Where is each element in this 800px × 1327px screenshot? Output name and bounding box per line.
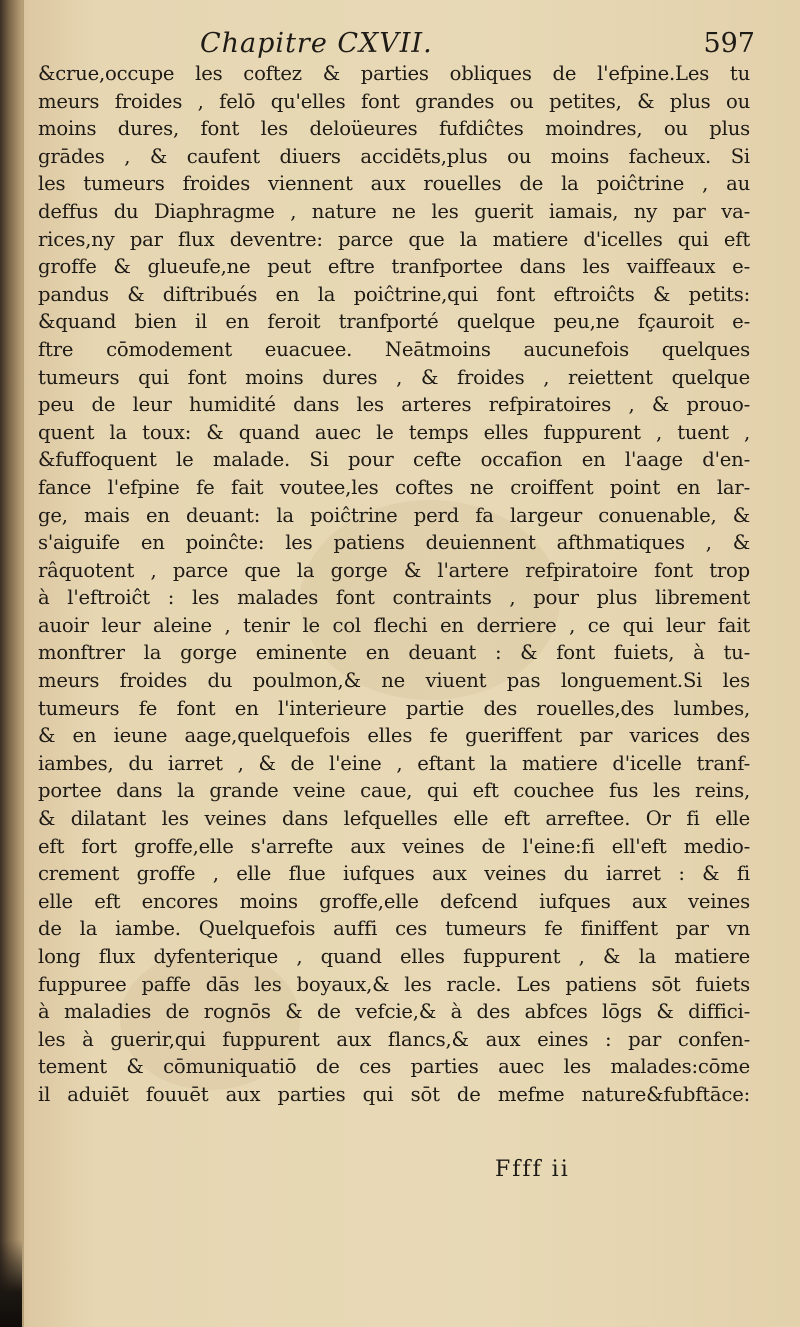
body-text xyxy=(38,60,750,1109)
text-line: il aduiēt fouuēt aux parties qui sōt de mefme nature&fubftāce: xyxy=(38,1082,750,1106)
text-line: meurs froides , felō qu'elles font grandes ou petites, & plus ou xyxy=(38,89,750,113)
text-line: iambes, du iarret , & de l'eine , eftant la matiere d'icelle tranf- xyxy=(38,751,750,775)
text-line: tumeurs fe font en l'interieure partie des rouelles,des lumbes, xyxy=(38,696,750,720)
text-line: ftre cōmodement euacuee. Neātmoins aucunefois quelques xyxy=(38,337,750,361)
text-line: pandus & diftribués en la poiĉtrine,qui font eftroiĉts & petits: xyxy=(38,282,750,306)
text-line: &quand bien il en feroit tranfporté quelque peu,ne fçauroit e- xyxy=(38,310,750,334)
text-line: les tumeurs froides viennent aux rouelles de la poiĉtrine , au xyxy=(38,172,750,196)
text-line: &crue,occupe les coftez & parties obliques de l'efpine.Les tu xyxy=(38,62,750,85)
text-line: s'aiguife en poinĉte: les patiens deuiennent afthmatiques , & xyxy=(38,531,750,555)
text-line: deffus du Diaphragme , nature ne les guerit iamais, ny par va- xyxy=(38,199,750,223)
text-line: râquotent , parce que la gorge & l'artere refpiratoire font trop xyxy=(38,558,750,582)
signature-mark: Ffff ii xyxy=(495,1157,570,1182)
text-line: fuppuree paffe dās les boyaux,& les racle. Les patiens sōt fuiets xyxy=(38,972,750,996)
binding-shadow xyxy=(0,1240,22,1327)
page-number: 597 xyxy=(703,28,755,59)
text-line: quent la toux: & quand auec le temps elles fuppurent , tuent , xyxy=(38,420,750,444)
text-line: portee dans la grande veine caue, qui eft couchee fus les reins, xyxy=(38,779,750,803)
text-line: auoir leur aleine , tenir le col flechi en derriere , ce qui leur fait xyxy=(38,613,750,637)
text-line: tement & cōmuniquatiō de ces parties auec les malades:cōme xyxy=(38,1055,750,1079)
text-line: moins dures, font les deloüeures fufdiĉtes moindres, ou plus xyxy=(38,117,750,141)
text-line: &fuffoquent le malade. Si pour cefte occafion en l'aage d'en- xyxy=(38,448,750,472)
text-line: à l'eftroiĉt : les malades font contraints , pour plus librement xyxy=(38,586,750,610)
text-line: monftrer la gorge eminente en deuant : & font fuiets, à tu- xyxy=(38,641,750,665)
text-line: fance l'efpine fe fait voutee,les coftes ne croiffent point en lar- xyxy=(38,475,750,499)
text-line: eft fort groffe,elle s'arrefte aux veines de l'eine:fi ell'eft medio- xyxy=(38,834,750,858)
text-line: meurs froides du poulmon,& ne viuent pas longuement.Si les xyxy=(38,669,750,693)
text-line: rices,ny par flux deventre: parce que la matiere d'icelles qui eft xyxy=(38,227,750,251)
text-line: peu de leur humidité dans les arteres refpiratoires , & prouo- xyxy=(38,393,750,417)
text-line: grādes , & caufent diuers accidēts,plus ou moins facheux. Si xyxy=(38,144,750,168)
text-line: ge, mais en deuant: la poiĉtrine perd fa largeur conuenable, & xyxy=(38,503,750,527)
text-line: groffe & glueufe,ne peut eftre tranfportee dans les vaiffeaux e- xyxy=(38,255,750,279)
text-line: crement groffe , elle flue iufques aux veines du iarret : & fi xyxy=(38,862,750,886)
text-line: les à guerir,qui fuppurent aux flancs,& aux eines : par confen- xyxy=(38,1027,750,1051)
text-line: long flux dyfenterique , quand elles fuppurent , & la matiere xyxy=(38,945,750,968)
text-line: & en ieune aage,quelquefois elles fe gueriffent par varices des xyxy=(38,724,750,748)
text-line: tumeurs qui font moins dures , & froides , reiettent quelque xyxy=(38,365,750,389)
page-edge xyxy=(22,0,24,1327)
text-line: elle eft encores moins groffe,elle defcend iufques aux veines xyxy=(38,889,750,913)
running-head: Chapitre CXVII. xyxy=(200,28,433,59)
text-line: de la iambe. Quelquefois auffi ces tumeurs fe finiffent par vn xyxy=(38,917,750,941)
text-line: & dilatant les veines dans lefquelles elle eft arreftee. Or fi elle xyxy=(38,807,750,831)
book-binding xyxy=(0,0,22,1327)
text-line: à maladies de rognōs & de vefcie,& à des abfces lōgs & diffici- xyxy=(38,1000,750,1024)
